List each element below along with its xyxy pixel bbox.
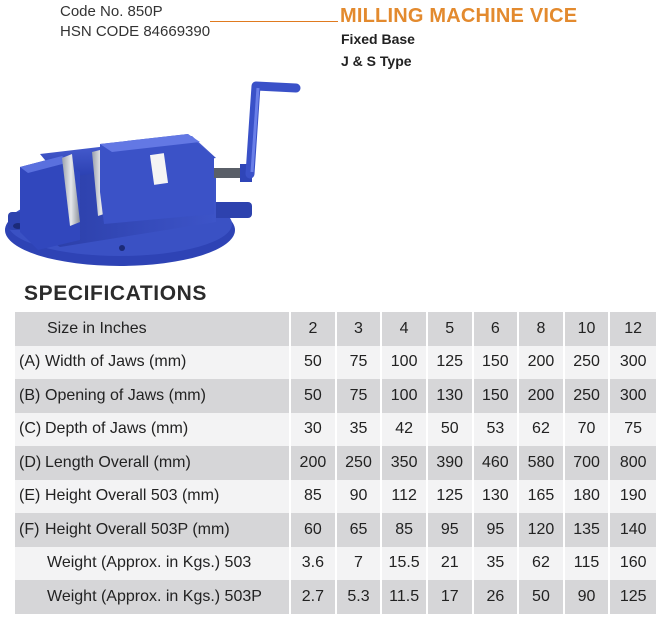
size-cell: 4	[382, 312, 428, 346]
row-letter: (C)	[19, 420, 42, 438]
size-cell: 10	[565, 312, 611, 346]
row-label	[15, 346, 291, 380]
table-cell: 200	[519, 379, 565, 413]
row-label	[15, 480, 291, 514]
table-cell: 3.6	[291, 547, 337, 581]
table-cell: 21	[428, 547, 474, 581]
row-label-text: Width of Jaws (mm)	[45, 353, 187, 371]
code-number: Code No. 850P	[60, 3, 163, 20]
table-cell: 7	[337, 547, 383, 581]
table-cell: 165	[519, 480, 565, 514]
table-cell: 112	[382, 480, 428, 514]
row-label	[15, 379, 291, 413]
table-row	[15, 580, 656, 614]
table-cell: 250	[565, 379, 611, 413]
size-cell: 8	[519, 312, 565, 346]
table-cell: 700	[565, 446, 611, 480]
table-cell: 30	[291, 413, 337, 447]
row-label-text: Weight (Approx. in Kgs.) 503P	[47, 587, 262, 605]
table-cell: 5.3	[337, 580, 383, 614]
table-cell: 200	[291, 446, 337, 480]
hsn-code: HSN CODE 84669390	[60, 23, 211, 40]
table-cell: 580	[519, 446, 565, 480]
table-cell: 350	[382, 446, 428, 480]
row-label	[15, 513, 291, 547]
row-label-text: Weight (Approx. in Kgs.) 503	[47, 554, 252, 572]
specifications-table	[15, 312, 656, 614]
product-subtitle-type: J & S Type	[341, 53, 412, 69]
table-cell: 50	[291, 379, 337, 413]
table-cell: 115	[565, 547, 611, 581]
table-row	[15, 446, 656, 480]
table-cell: 125	[610, 580, 656, 614]
table-cell: 200	[519, 346, 565, 380]
table-cell: 15.5	[382, 547, 428, 581]
table-cell: 42	[382, 413, 428, 447]
table-cell: 180	[565, 480, 611, 514]
table-cell: 50	[519, 580, 565, 614]
table-cell: 150	[474, 379, 520, 413]
table-cell: 60	[291, 513, 337, 547]
table-cell: 90	[565, 580, 611, 614]
size-cell: 12	[610, 312, 656, 346]
table-cell: 130	[428, 379, 474, 413]
table-row	[15, 547, 656, 581]
row-label-text: Height Overall 503P (mm)	[45, 520, 230, 538]
size-cell: 2	[291, 312, 337, 346]
table-row	[15, 346, 656, 380]
row-label-text: Depth of Jaws (mm)	[45, 420, 189, 438]
table-cell: 85	[382, 513, 428, 547]
size-cell: 6	[474, 312, 520, 346]
product-subtitle-base: Fixed Base	[341, 31, 415, 47]
table-cell: 140	[610, 513, 656, 547]
row-letter: (F)	[19, 520, 40, 538]
table-cell: 300	[610, 379, 656, 413]
table-cell: 120	[519, 513, 565, 547]
table-cell: 53	[474, 413, 520, 447]
table-cell: 11.5	[382, 580, 428, 614]
milling-vice-image	[0, 72, 310, 282]
table-cell: 17	[428, 580, 474, 614]
table-cell: 100	[382, 346, 428, 380]
table-cell: 50	[428, 413, 474, 447]
table-cell: 75	[337, 346, 383, 380]
table-cell: 250	[337, 446, 383, 480]
row-label-text: Opening of Jaws (mm)	[45, 386, 206, 404]
table-row	[15, 480, 656, 514]
table-cell: 800	[610, 446, 656, 480]
title-rule	[210, 21, 338, 22]
table-cell: 95	[474, 513, 520, 547]
row-label	[15, 580, 291, 614]
table-cell: 160	[610, 547, 656, 581]
table-cell: 26	[474, 580, 520, 614]
table-cell: 90	[337, 480, 383, 514]
size-cell: 5	[428, 312, 474, 346]
row-label	[15, 413, 291, 447]
table-cell: 75	[610, 413, 656, 447]
table-cell: 95	[428, 513, 474, 547]
table-cell: 100	[382, 379, 428, 413]
row-letter: (B)	[19, 386, 41, 404]
table-cell: 70	[565, 413, 611, 447]
table-cell: 135	[565, 513, 611, 547]
table-row	[15, 513, 656, 547]
row-label	[15, 547, 291, 581]
table-cell: 125	[428, 346, 474, 380]
table-cell: 300	[610, 346, 656, 380]
row-letter: (D)	[19, 453, 42, 471]
table-cell: 35	[474, 547, 520, 581]
product-title: MILLING MACHINE VICE	[340, 5, 578, 27]
table-cell: 130	[474, 480, 520, 514]
size-cell: 3	[337, 312, 383, 346]
table-row	[15, 413, 656, 447]
table-cell: 65	[337, 513, 383, 547]
row-label-text: Height Overall 503 (mm)	[45, 487, 220, 505]
table-cell: 2.7	[291, 580, 337, 614]
table-row-sizes	[15, 312, 656, 346]
table-row	[15, 379, 656, 413]
table-cell: 250	[565, 346, 611, 380]
sizes-label: Size in Inches	[15, 312, 291, 346]
table-cell: 125	[428, 480, 474, 514]
specifications-heading: SPECIFICATIONS	[24, 282, 208, 305]
table-cell: 50	[291, 346, 337, 380]
table-cell: 460	[474, 446, 520, 480]
table-cell: 390	[428, 446, 474, 480]
table-cell: 150	[474, 346, 520, 380]
table-cell: 75	[337, 379, 383, 413]
table-cell: 62	[519, 413, 565, 447]
table-cell: 35	[337, 413, 383, 447]
row-label-text: Length Overall (mm)	[45, 453, 191, 471]
table-cell: 62	[519, 547, 565, 581]
row-letter: (E)	[19, 487, 41, 505]
row-letter: (A)	[19, 353, 41, 371]
row-label	[15, 446, 291, 480]
table-cell: 85	[291, 480, 337, 514]
table-cell: 190	[610, 480, 656, 514]
